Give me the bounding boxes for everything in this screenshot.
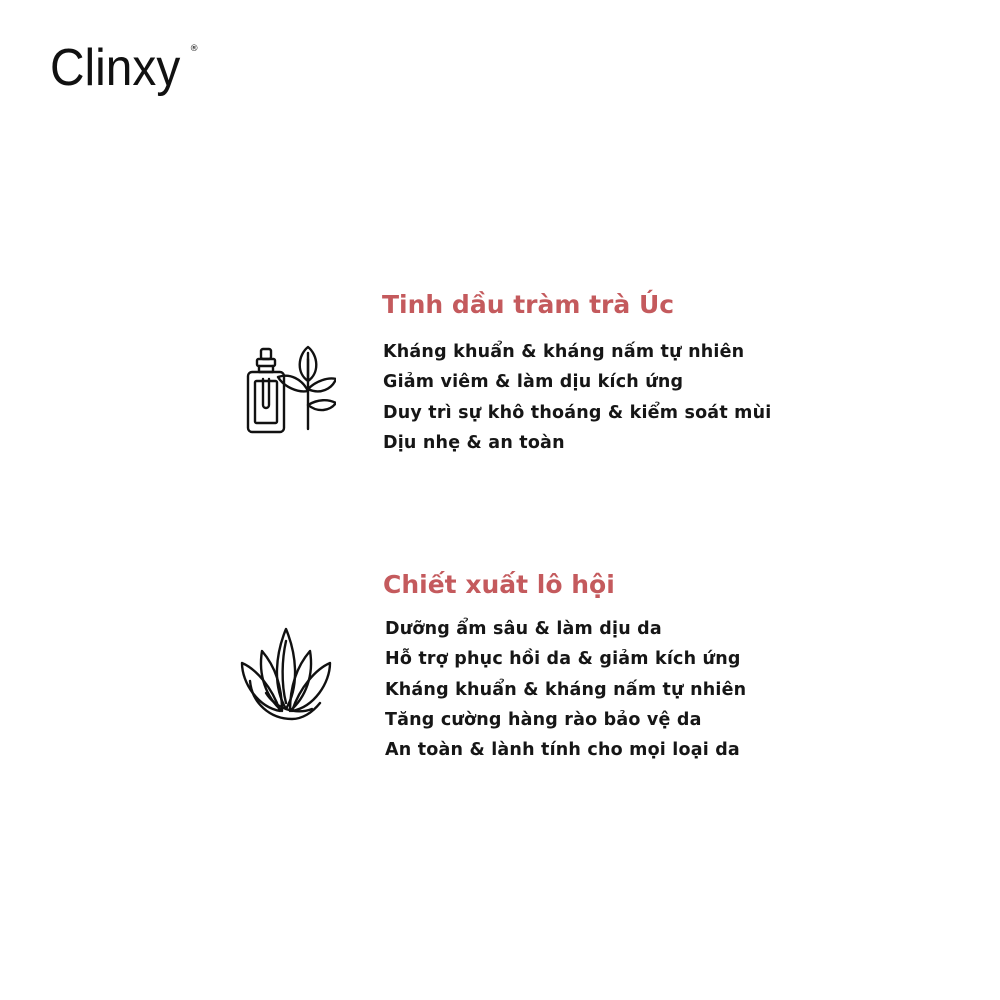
- registered-mark: ®: [189, 44, 199, 54]
- benefit-item: An toàn & lành tính cho mọi loại da: [385, 740, 740, 761]
- benefit-item: Dưỡng ẩm sâu & làm dịu da: [385, 619, 662, 639]
- benefit-item: Hỗ trợ phục hồi da & giảm kích ứng: [385, 649, 741, 670]
- aloe-vera-plant-icon: [236, 623, 336, 723]
- brand-logo: [50, 38, 199, 98]
- ingredient-title: Tinh dầu tràm trà Úc: [382, 290, 675, 319]
- benefit-item: Kháng khuẩn & kháng nấm tự nhiên: [383, 342, 745, 362]
- benefit-item: Duy trì sự khô thoáng & kiểm soát mùi: [383, 402, 772, 423]
- brand-name: Clinxy: [50, 39, 181, 97]
- ingredient-title: Chiết xuất lô hội: [383, 570, 615, 599]
- benefit-list: [385, 614, 746, 765]
- benefit-item: Kháng khuẩn & kháng nấm tự nhiên: [385, 679, 747, 700]
- benefit-item: Giảm viêm & làm dịu kích ứng: [383, 372, 684, 393]
- benefit-item: Tăng cường hàng rào bảo vệ da: [385, 709, 702, 730]
- benefit-list: [383, 337, 771, 458]
- benefit-item: Dịu nhẹ & an toàn: [383, 432, 565, 453]
- tea-tree-oil-bottle-icon: [244, 345, 336, 437]
